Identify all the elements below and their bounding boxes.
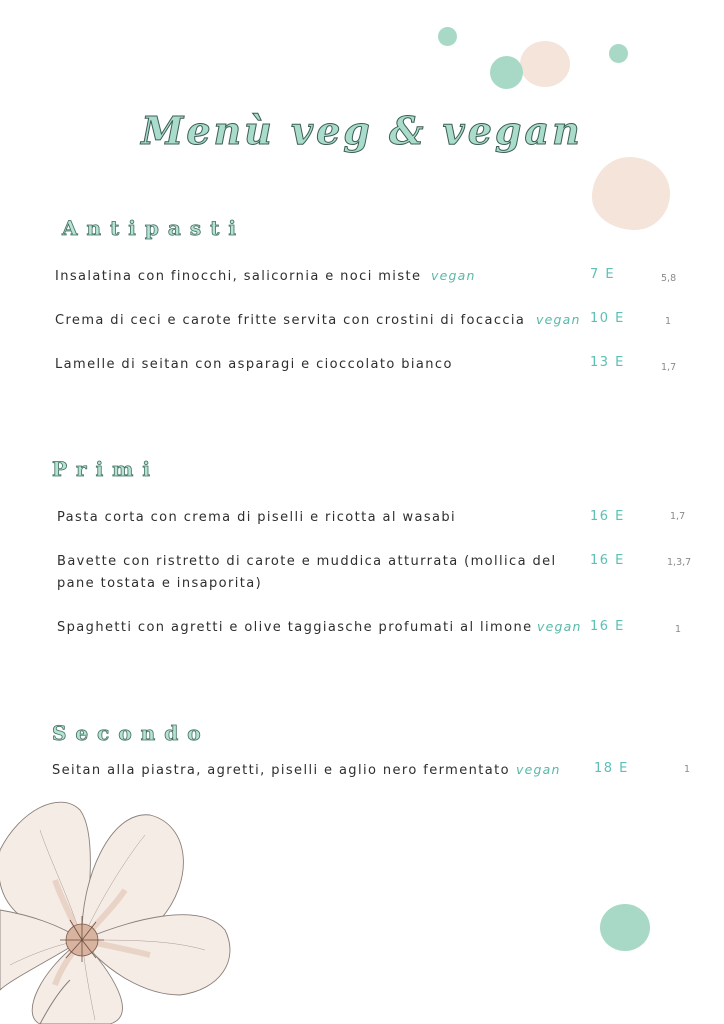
dish-price: 16 E — [590, 553, 625, 568]
dish-name: Seitan alla piastra, agretti, piselli e aglio nero fermentato — [52, 763, 510, 778]
dish-name: Spaghetti con agretti e olive taggiasche profumati al limone — [57, 620, 533, 635]
dish-allergens: 1 — [675, 624, 682, 635]
peach-blob-right — [592, 157, 670, 230]
mint-dot-top — [490, 56, 523, 89]
dish-price: 16 E — [590, 509, 625, 524]
dish-allergens: 1 — [665, 316, 672, 327]
mint-dot-small-right — [609, 44, 628, 63]
vegan-tag: vegan — [537, 619, 582, 634]
dish-price: 13 E — [590, 355, 625, 370]
dish-price: 18 E — [594, 761, 629, 776]
dish-name: Bavette con ristretto di carote e muddica atturrata (mollica del pane tostata e insaporita) — [57, 554, 557, 591]
section-heading-primi: Primi — [52, 457, 159, 481]
vegan-tag: vegan — [536, 312, 581, 327]
dish-allergens: 1,7 — [670, 511, 686, 522]
section-heading-secondo: Secondo — [52, 721, 210, 745]
dish-allergens: 1 — [684, 764, 691, 775]
mint-dot-bottom — [600, 904, 650, 951]
peach-blob-top — [520, 41, 570, 87]
menu-title: Menù veg & vegan — [141, 108, 583, 153]
dish-price: 10 E — [590, 311, 625, 326]
dish-name: Pasta corta con crema di piselli e ricotta al wasabi — [57, 510, 457, 525]
dish-price: 7 E — [590, 267, 616, 282]
dish-allergens: 1,7 — [661, 362, 677, 373]
dish-name: Crema di ceci e carote fritte servita con crostini di focaccia — [55, 313, 526, 328]
dish-name: Insalatina con finocchi, salicornia e noci miste — [55, 269, 422, 284]
dish-name: Lamelle di seitan con asparagi e cioccolato bianco — [55, 357, 453, 372]
flower-illustration — [0, 790, 250, 1024]
mint-dot-small-top — [438, 27, 457, 46]
section-heading-antipasti: Antipasti — [62, 216, 245, 240]
dish-allergens: 5,8 — [661, 273, 677, 284]
vegan-tag: vegan — [516, 762, 561, 777]
vegan-tag: vegan — [431, 268, 476, 283]
dish-price: 16 E — [590, 619, 625, 634]
dish-allergens: 1,3,7 — [667, 557, 692, 568]
